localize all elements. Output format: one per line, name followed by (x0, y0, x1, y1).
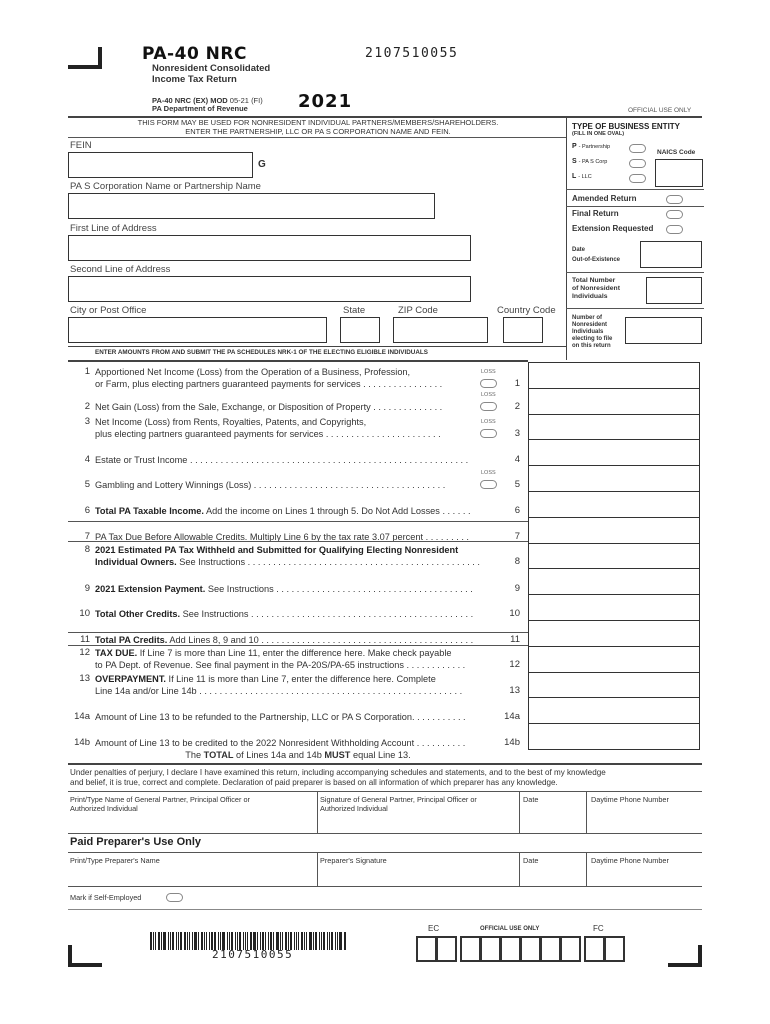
barcode-bar (192, 932, 193, 950)
barcode-bar (201, 932, 203, 950)
officer-signature-field[interactable] (320, 795, 516, 831)
preparer-signature-field[interactable] (320, 856, 516, 884)
entity-option-label: - LLC (578, 174, 592, 180)
line-reference-number: 13 (509, 685, 520, 696)
form-title-line2: Income Tax Return (152, 74, 237, 85)
extension-requested-label: Extension Requested (572, 224, 654, 233)
barcode-bar (194, 932, 197, 950)
signature-divider-1 (317, 791, 318, 833)
barcode-bar (163, 932, 166, 950)
line-reference-number: 12 (509, 659, 520, 670)
officer-phone-field[interactable] (591, 795, 701, 831)
loss-oval[interactable] (480, 429, 497, 438)
preparer-name-label: Print/Type Preparer's Name (70, 856, 160, 865)
barcode-bar (339, 932, 342, 950)
line-8-amount-input[interactable] (528, 543, 700, 570)
barcode-bar (204, 932, 205, 950)
barcode-bar (150, 932, 152, 950)
city-label: City or Post Office (70, 305, 147, 316)
barcode-bar (335, 932, 336, 950)
name-input[interactable] (68, 193, 435, 219)
barcode-bar (168, 932, 169, 950)
amounts-header-rule (68, 346, 566, 347)
total-note (68, 750, 528, 760)
preparer-divider-3 (586, 852, 587, 886)
barcode-bar (327, 932, 328, 950)
line-number: 13 (79, 673, 90, 684)
total-note-mid: of Lines 14a and 14b (233, 750, 325, 760)
total-nonresident-line2: of Nonresident (572, 285, 620, 292)
section-rule (68, 541, 528, 542)
electing-line5: on this return (572, 343, 611, 349)
line-description-bold: Total PA Credits. (95, 635, 168, 645)
entity-option-letter: S (572, 158, 577, 165)
zip-label: ZIP Code (398, 305, 438, 316)
line-description-bold: Total PA Taxable Income. (95, 506, 204, 516)
line-2-amount-input[interactable] (528, 388, 700, 415)
extension-requested-oval[interactable] (666, 225, 683, 234)
entity-option-partnership[interactable] (572, 143, 610, 150)
line-reference-number: 11 (510, 634, 520, 645)
section-rule (68, 521, 528, 522)
llc-oval[interactable] (629, 174, 646, 183)
amended-return-oval[interactable] (666, 195, 683, 204)
line-description (95, 505, 471, 517)
barcode-bar (313, 932, 314, 950)
total-note-total: TOTAL (203, 750, 234, 760)
electing-line1: Number of (572, 315, 602, 321)
line-description (95, 416, 366, 428)
total-nonresident-label (572, 277, 620, 301)
line-description-cont (95, 556, 480, 568)
barcode-bar (337, 932, 338, 950)
zip-input[interactable] (393, 317, 488, 343)
date-oox-label (572, 247, 620, 264)
amended-rule (566, 206, 704, 207)
s-corp-oval[interactable] (629, 159, 646, 168)
line-5-amount-input[interactable] (528, 465, 700, 492)
fc-box (584, 936, 605, 962)
barcode-bar (309, 932, 312, 950)
line-number: 14b (74, 737, 90, 748)
line-description-text: See Instructions . . . . . . . . . . . . . . . . . . . . . . . . . . . . . . . . . . . . . . . . . . . . . . (176, 557, 480, 567)
officer-name-label2: Authorized Individual (70, 804, 138, 813)
entity-option-llc[interactable] (572, 173, 592, 180)
line-14b-amount-input[interactable] (528, 723, 700, 750)
line-description-bold: OVERPAYMENT. (95, 674, 166, 684)
officer-name-label1: Print/Type Name of General Partner, Principal Officer or (70, 795, 250, 804)
official-use-box (560, 936, 581, 962)
line-description (95, 608, 473, 620)
line-description (95, 737, 465, 749)
barcode-bar (176, 932, 177, 950)
barcode-bar (344, 932, 346, 950)
date-oox-line1: Date (572, 247, 586, 253)
address1-label: First Line of Address (70, 223, 157, 234)
barcode-bar (172, 932, 174, 950)
entity-option-label: - PA S Corp (578, 159, 608, 165)
footer-official-use-only: OFFICIAL USE ONLY (480, 926, 540, 932)
amounts-header-bottom-rule (68, 360, 528, 362)
line-number: 4 (84, 454, 90, 465)
line-description-text: Amount of Line 13 to be refunded to the Partnership, LLC or PA S Corporation. . . . . . . . . . . (95, 712, 466, 722)
barcode-bar (319, 932, 320, 950)
line-4-amount-input[interactable] (528, 439, 700, 466)
barcode-bar (321, 932, 322, 950)
date-oox-input[interactable] (640, 241, 702, 268)
line-description-text: plus electing partners guaranteed payments for services . . . . . . . . . . . . . . . . . . . . . . . (95, 429, 441, 439)
preparer-end-rule (68, 909, 702, 910)
line-reference-number: 6 (514, 505, 520, 516)
state-input[interactable] (340, 317, 380, 343)
line-description-text: If Line 7 is more than Line 11, enter the difference here. Make check payable (137, 648, 452, 658)
line-number: 8 (84, 544, 90, 555)
section-rule (68, 645, 528, 646)
officer-phone-label: Daytime Phone Number (591, 795, 669, 804)
signature-top-rule (68, 791, 702, 792)
loss-label: LOSS (481, 419, 496, 425)
line-description-text: Estate or Trust Income . . . . . . . . . . . . . . . . . . . . . . . . . . . . . . . . . . . . . . . . . . . . . . . . . . . . . . . (95, 455, 469, 465)
address1-input[interactable] (68, 235, 471, 261)
line-description-text: or Farm, plus electing partners guaranteed payments for services . . . . . . . . . . . . . . . . (95, 379, 443, 389)
barcode-bar (184, 932, 186, 950)
total-nonresident-rule (566, 308, 704, 309)
line-description-text: to PA Dept. of Revenue. See final payment in the PA-20S/PA-65 instructions . . . . . . . . . . . . (95, 660, 466, 670)
form-title-line1: Nonresident Consolidated (152, 63, 271, 74)
line-reference-number: 2 (514, 401, 520, 412)
notice-rule (68, 137, 566, 138)
line-description-text: If Line 11 is more than Line 7, enter the difference here. Complete (165, 674, 436, 684)
loss-label: LOSS (481, 369, 496, 375)
barcode-bar (306, 932, 307, 950)
header-barcode-number: 2107510055 (365, 46, 459, 61)
barcode-bar (315, 932, 317, 950)
line-reference-number: 8 (514, 556, 520, 567)
section-rule (68, 632, 528, 633)
barcode-bar (209, 932, 210, 950)
preparer-signature-label: Preparer's Signature (320, 856, 387, 865)
line-reference-number: 10 (509, 608, 520, 619)
final-return-label: Final Return (572, 209, 619, 218)
line-description-cont (95, 659, 465, 671)
tax-year: 2021 (298, 91, 353, 112)
declaration-line1: Under penalties of perjury, I declare I have examined this return, including accompanying schedules and statements, and to the best of my knowledge (70, 768, 606, 777)
footer-barcode-number: 2107510055 (212, 948, 294, 961)
signature-divider-3 (586, 791, 587, 833)
line-reference-number: 9 (514, 583, 520, 594)
official-use-box (500, 936, 521, 962)
loss-oval[interactable] (480, 480, 497, 489)
barcode-bar (301, 932, 303, 950)
line-3-amount-input[interactable] (528, 414, 700, 441)
total-nonresident-input[interactable] (646, 277, 702, 304)
barcode-bar (155, 932, 156, 950)
line-reference-number: 7 (514, 531, 520, 542)
electing-line4: electing to file (572, 336, 613, 342)
business-entity-subtitle: (FILL IN ONE OVAL) (572, 131, 625, 137)
date-oox-line2: Out-of-Existence (572, 257, 621, 263)
preparer-divider-1 (317, 852, 318, 886)
corner-mark-bottom-right (668, 945, 702, 967)
line-description-text: Add the income on Lines 1 through 5. Do Not Add Losses . . . . . . (203, 506, 471, 516)
line-number: 6 (84, 505, 90, 516)
line-description (95, 366, 410, 378)
official-use-box (460, 936, 481, 962)
corner-mark-bottom-left (68, 945, 102, 967)
date-oox-rule (566, 272, 704, 273)
preparer-phone-field[interactable] (591, 856, 701, 884)
barcode-bar (329, 932, 330, 950)
line-description (95, 711, 466, 723)
barcode-bar (158, 932, 160, 950)
name-label: PA S Corporation Name or Partnership Name (70, 181, 261, 192)
line-description-text: Gambling and Lottery Winnings (Loss) . . . . . . . . . . . . . . . . . . . . . . . . . . . . . . . . . . . . . . (95, 480, 446, 490)
entity-option-s-corp[interactable] (572, 158, 607, 165)
amounts-header: ENTER AMOUNTS FROM AND SUBMIT THE PA SCHEDULES NRK-1 OF THE ELECTING ELIGIBLE INDIVIDUALS (95, 349, 428, 356)
line-description-bold: 2021 Estimated PA Tax Withheld and Submitted for Qualifying Electing Nonresident (95, 545, 459, 555)
line-description-text: PA Tax Due Before Allowable Credits. Multiply Line 6 by the tax rate 3.07 percent . . . . . . . . . (95, 532, 469, 542)
preparer-bottom-rule (68, 886, 702, 887)
line-description-bold: 2021 Extension Payment. (95, 584, 206, 594)
barcode-bar (331, 932, 333, 950)
business-entity-title: TYPE OF BUSINESS ENTITY (572, 122, 681, 131)
total-note-must: MUST (324, 750, 351, 760)
barcode-bar (206, 932, 207, 950)
line-14a-amount-input[interactable] (528, 697, 700, 724)
city-input[interactable] (68, 317, 327, 343)
naics-label: NAICS Code (657, 149, 696, 156)
officer-signature-label2: Authorized Individual (320, 804, 388, 813)
line-7-amount-input[interactable] (528, 517, 700, 544)
barcode-bar (198, 932, 199, 950)
line-description-text: See Instructions . . . . . . . . . . . . . . . . . . . . . . . . . . . . . . . . . . . . . . . . . . . . (180, 609, 474, 619)
line-description (95, 544, 458, 556)
partnership-oval[interactable] (629, 144, 646, 153)
total-note-post: equal Line 13. (350, 750, 411, 760)
amended-return-label: Amended Return (572, 194, 637, 203)
fc-label: FC (593, 924, 604, 933)
form-id: PA-40 NRC (142, 44, 247, 64)
line-description-text: See Instructions . . . . . . . . . . . . . . . . . . . . . . . . . . . . . . . . . . . . . . . (205, 584, 473, 594)
official-use-only-header: OFFICIAL USE ONLY (628, 107, 692, 114)
line-11-amount-input[interactable] (528, 620, 700, 647)
official-use-box (540, 936, 561, 962)
officer-date-label: Date (523, 795, 539, 804)
address2-input[interactable] (68, 276, 471, 302)
line-number: 7 (84, 531, 90, 542)
total-nonresident-line1: Total Number (572, 277, 616, 284)
line-reference-number: 14a (504, 711, 520, 722)
line-6-amount-input[interactable] (528, 491, 700, 518)
ec-label: EC (428, 924, 440, 933)
corner-mark-top-left (68, 47, 102, 69)
line-reference-number: 4 (514, 454, 520, 465)
line-number: 11 (80, 634, 90, 645)
loss-oval[interactable] (480, 402, 497, 411)
barcode-bar (187, 932, 188, 950)
line-9-amount-input[interactable] (528, 568, 700, 595)
line-reference-number: 1 (514, 378, 520, 389)
line-number: 14a (74, 711, 90, 722)
line-12-amount-input[interactable] (528, 646, 700, 673)
total-nonresident-line3: Individuals (572, 293, 608, 300)
preparer-phone-label: Daytime Phone Number (591, 856, 669, 865)
barcode-bar (294, 932, 295, 950)
line-description-text: Line 14a and/or Line 14b . . . . . . . . . . . . . . . . . . . . . . . . . . . . . . . . . . . . . . . . . . . . . . . . . . . . (95, 686, 463, 696)
form-mod-id: PA-40 NRC (EX) MOD (152, 96, 228, 105)
line-description-text: Net Income (Loss) from Rents, Royalties, Patents, and Copyrights, (95, 417, 367, 427)
line-reference-number: 14b (504, 737, 520, 748)
preparer-date-field[interactable] (523, 856, 583, 884)
line-description (95, 401, 442, 413)
line-description-text: Net Gain (Loss) from the Sale, Exchange, or Disposition of Property . . . . . . . . . . . . . . (95, 402, 443, 412)
signature-bottom-rule (68, 833, 702, 834)
preparer-divider-2 (519, 852, 520, 886)
line-number: 9 (84, 583, 90, 594)
self-employed-label: Mark if Self-Employed (70, 893, 142, 902)
officer-name-field[interactable] (70, 795, 315, 831)
line-reference-number: 3 (514, 428, 520, 439)
line-number: 2 (84, 401, 90, 412)
fein-input[interactable] (68, 152, 253, 178)
barcode-bar (180, 932, 182, 950)
electing-line3: Individuals (572, 329, 604, 335)
loss-oval[interactable] (480, 379, 497, 388)
barcode-bar (189, 932, 190, 950)
final-return-oval[interactable] (666, 210, 683, 219)
state-label: State (343, 305, 366, 316)
electing-line2: Nonresident (572, 322, 608, 328)
preparer-title: Paid Preparer's Use Only (70, 836, 202, 848)
official-use-box (480, 936, 501, 962)
entity-rule (566, 189, 704, 190)
line-description (95, 479, 445, 491)
address2-label: Second Line of Address (70, 264, 171, 275)
line-description-text: Amount of Line 13 to be credited to the 2022 Nonresident Withholding Account . . . . . . . . . . (95, 738, 466, 748)
declaration-rule (68, 763, 702, 765)
fein-label: FEIN (70, 140, 92, 151)
entity-option-label: - Partnership (578, 144, 611, 150)
fein-suffix: G (258, 159, 266, 170)
line-description-bold: TAX DUE. (95, 648, 138, 658)
entity-option-letter: P (572, 143, 577, 150)
notice-line2: ENTER THE PARTNERSHIP, LLC OR PA S CORPORATION NAME AND FEIN. (185, 127, 451, 136)
country-input[interactable] (503, 317, 543, 343)
loss-label: LOSS (481, 392, 496, 398)
barcode-bar (296, 932, 297, 950)
right-panel-divider (566, 116, 567, 360)
line-number: 12 (79, 647, 90, 658)
line-description (95, 454, 468, 466)
entity-option-letter: L (572, 173, 577, 180)
line-description (95, 647, 451, 659)
officer-signature-label1: Signature of General Partner, Principal Officer or (320, 795, 477, 804)
line-description-cont (95, 428, 441, 440)
officer-date-field[interactable] (523, 795, 583, 831)
ec-box (436, 936, 457, 962)
line-number: 5 (84, 479, 90, 490)
barcode-bar (304, 932, 305, 950)
line-number: 1 (84, 366, 90, 377)
total-note-pre: The (185, 750, 204, 760)
barcode-bar (323, 932, 325, 950)
electing-label (572, 315, 612, 350)
preparer-name-field[interactable] (70, 856, 315, 884)
preparer-date-label: Date (523, 856, 539, 865)
line-13-amount-input[interactable] (528, 672, 700, 699)
barcode-bar (178, 932, 179, 950)
line-description-text: Apportioned Net Income (Loss) from the Operation of a Business, Profession, (95, 367, 411, 377)
fc-box (604, 936, 625, 962)
line-description-bold: Total Other Credits. (95, 609, 181, 619)
country-label: Country Code (497, 305, 556, 316)
barcode-bar (153, 932, 154, 950)
barcode-bar (161, 932, 162, 950)
line-description-text: Add Lines 8, 9 and 10 . . . . . . . . . . . . . . . . . . . . . . . . . . . . . . . . . . . . . . . . . . (167, 635, 474, 645)
line-1-amount-input[interactable] (528, 362, 700, 389)
line-description-bold: Individual Owners. (95, 557, 177, 567)
electing-input[interactable] (625, 317, 702, 344)
line-10-amount-input[interactable] (528, 594, 700, 621)
official-use-box (520, 936, 541, 962)
notice-line1: THIS FORM MAY BE USED FOR NONRESIDENT INDIVIDUAL PARTNERS/MEMBERS/SHAREHOLDERS. (137, 118, 499, 127)
self-employed-oval[interactable] (166, 893, 183, 902)
line-reference-number: 5 (514, 479, 520, 490)
line-number: 10 (79, 608, 90, 619)
barcode-bar (298, 932, 299, 950)
loss-label: LOSS (481, 470, 496, 476)
line-description (95, 583, 473, 595)
line-description (95, 673, 436, 685)
preparer-top-rule (68, 852, 702, 853)
line-number: 3 (84, 416, 90, 427)
department: PA Department of Revenue (152, 104, 248, 113)
naics-input[interactable] (655, 159, 703, 187)
signature-divider-2 (519, 791, 520, 833)
line-description-cont (95, 378, 442, 390)
form-mod-date: 05-21 (FI) (229, 96, 263, 105)
ec-box (416, 936, 437, 962)
declaration-line2: and belief, it is true, correct and complete. Declaration of paid preparer is based on all information of which preparer has any knowledge. (70, 778, 558, 787)
barcode-bar (170, 932, 171, 950)
line-description-cont (95, 685, 462, 697)
